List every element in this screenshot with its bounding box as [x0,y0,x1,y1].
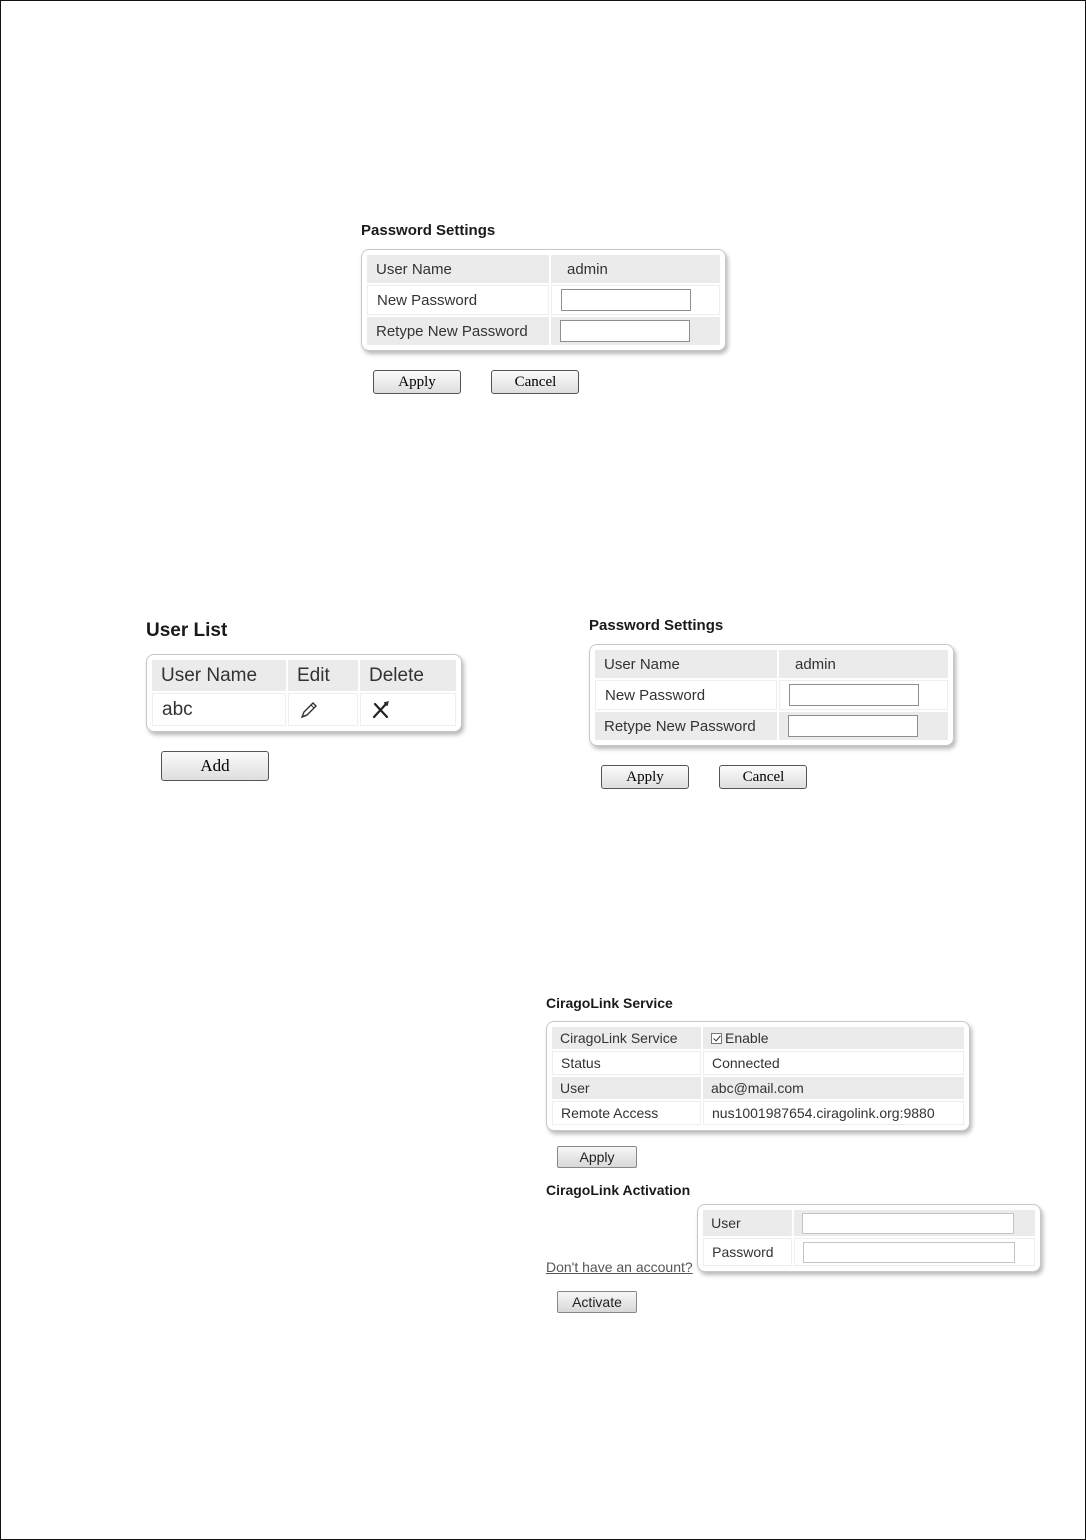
new-password-row [367,285,720,315]
ciragolink-activation-panel [546,1182,1041,1313]
activation-password-label: Password [703,1238,792,1266]
remote-access-row [552,1101,964,1125]
retype-password-label: Retype New Password [367,317,549,345]
activation-user-input[interactable] [802,1213,1014,1234]
service-row [552,1027,964,1049]
enable-checkbox[interactable] [711,1033,722,1044]
activation-actions [557,1291,1041,1313]
activation-user-label: User [703,1210,792,1236]
ciragolink-service-title: CiragoLink Service [546,995,673,1011]
username-label: User Name [367,255,549,283]
user-list-panel [146,620,462,781]
edit-cell [288,693,358,726]
retype-password-label-2: Retype New Password [595,712,777,740]
table-row [152,693,456,726]
password-settings-title-2: Password Settings [589,617,724,634]
password-settings-title: Password Settings [361,222,496,239]
password-settings-actions [373,370,726,394]
activation-table-box [697,1204,1041,1272]
ciragolink-service-table [550,1025,966,1127]
new-password-input[interactable] [561,289,691,311]
user-value: abc@mail.com [703,1077,964,1099]
service-apply-button[interactable]: Apply [557,1146,637,1168]
username-row [367,255,720,283]
status-label: Status [552,1051,701,1075]
password-settings-table [365,253,722,347]
cancel-button-2[interactable]: Cancel [719,765,807,789]
user-list-actions [161,751,462,781]
user-label: User [552,1077,701,1099]
password-settings-panel-2 [589,617,954,789]
header-edit: Edit [288,660,358,691]
retype-password-input[interactable] [560,320,690,342]
activation-password-row [703,1238,1035,1266]
signup-link[interactable]: Don't have an account? [546,1259,693,1275]
add-button[interactable]: Add [161,751,269,781]
retype-password-row-2 [595,712,948,740]
new-password-row-2 [595,680,948,710]
delete-cell [360,693,456,726]
username-row-2 [595,650,948,678]
status-row [552,1051,964,1075]
password-settings-table-box [361,249,726,351]
activation-table [701,1208,1037,1268]
remote-access-label: Remote Access [552,1101,701,1125]
username-value: admin [551,255,720,283]
user-list-table [150,658,458,728]
pencil-icon[interactable] [298,699,348,721]
retype-password-row [367,317,720,345]
ciragolink-activation-title: CiragoLink Activation [546,1182,691,1198]
ciragolink-service-panel [546,995,970,1168]
apply-button-2[interactable]: Apply [601,765,689,789]
password-settings-actions-2 [601,765,954,789]
password-settings-panel [361,222,726,394]
username-value-2: admin [779,650,948,678]
new-password-input-2[interactable] [789,684,919,706]
username-label-2: User Name [595,650,777,678]
activation-password-input[interactable] [803,1242,1015,1263]
activate-button[interactable]: Activate [557,1291,637,1313]
status-value: Connected [703,1051,964,1075]
remote-access-value: nus1001987654.ciragolink.org:9880 [703,1101,964,1125]
user-row [552,1077,964,1099]
user-list-table-box [146,654,462,732]
password-settings-table-2 [593,648,950,742]
new-password-label-2: New Password [595,680,777,710]
cancel-button[interactable]: Cancel [491,370,579,394]
service-label: CiragoLink Service [552,1027,701,1049]
ciragolink-service-table-box [546,1021,970,1131]
enable-label: Enable [725,1030,769,1046]
apply-button[interactable]: Apply [373,370,461,394]
activation-user-row [703,1210,1035,1236]
service-value [703,1027,964,1049]
delete-x-icon[interactable] [370,699,446,721]
user-name-cell: abc [152,693,286,726]
header-delete: Delete [360,660,456,691]
header-user-name: User Name [152,660,286,691]
user-list-header-row [152,660,456,691]
ciragolink-service-actions [557,1146,970,1168]
new-password-label: New Password [367,285,549,315]
password-settings-table-box-2 [589,644,954,746]
user-list-title: User List [146,620,228,641]
retype-password-input-2[interactable] [788,715,918,737]
